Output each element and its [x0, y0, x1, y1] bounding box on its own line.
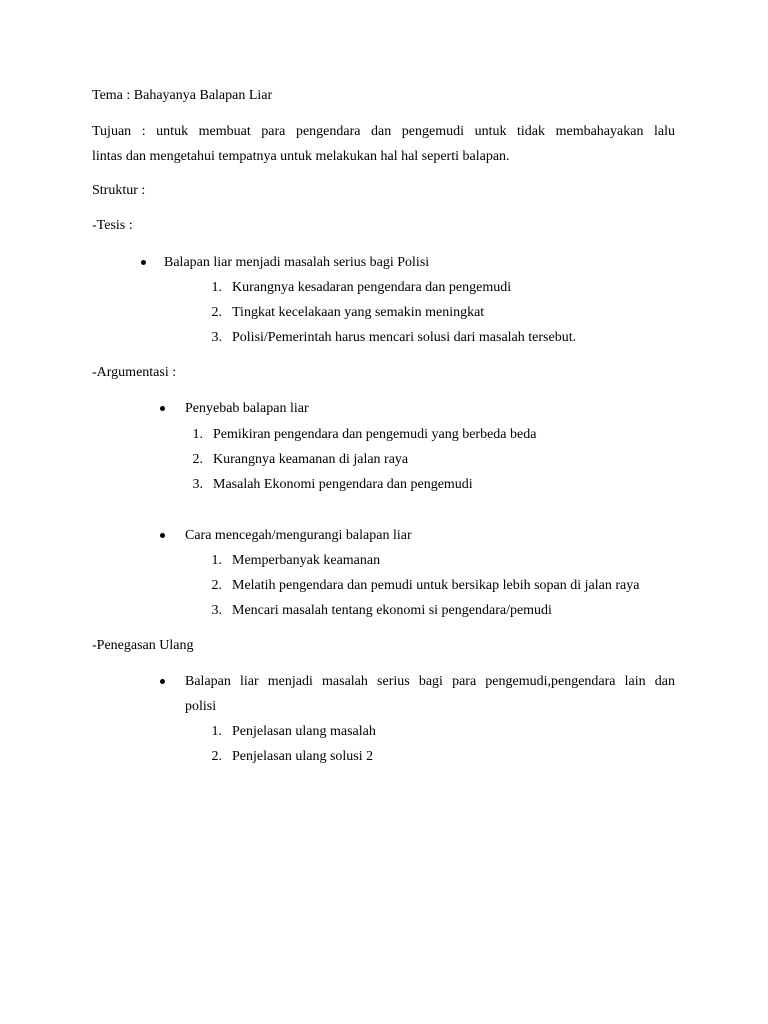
argumentation-bullet-causes: Penyebab balapan liar	[185, 401, 309, 416]
cause-item: Pemikiran pengendara dan pengemudi yang berbeda beda	[213, 427, 537, 442]
restatement-bullet-line-2: polisi	[185, 699, 217, 714]
thesis-heading: -Tesis :	[92, 218, 133, 233]
document-theme: Tema : Bahayanya Balapan Liar	[92, 88, 273, 103]
restatement-item-number: 2.	[211, 749, 222, 764]
cause-item: Kurangnya keamanan di jalan raya	[213, 452, 409, 467]
argumentation-bullet-prevention: Cara mencegah/mengurangi balapan liar	[185, 528, 412, 543]
cause-item: Masalah Ekonomi pengendara dan pengemudi	[213, 477, 473, 492]
prevention-item: Memperbanyak keamanan	[232, 553, 381, 568]
prevention-item: Melatih pengendara dan pemudi untuk bersikap lebih sopan di jalan raya	[232, 578, 640, 593]
thesis-item-number: 2.	[211, 305, 222, 320]
purpose-line-1: Tujuan : untuk membuat para pengendara dan pengemudi untuk tidak membahayakan lalu	[92, 124, 675, 139]
cause-item-number: 1.	[192, 427, 203, 442]
thesis-item-number: 3.	[211, 330, 222, 345]
prevention-item-number: 2.	[211, 578, 222, 593]
thesis-bullet: Balapan liar menjadi masalah serius bagi Polisi	[164, 255, 430, 270]
prevention-item: Mencari masalah tentang ekonomi si pengendara/pemudi	[232, 603, 552, 618]
thesis-item: Polisi/Pemerintah harus mencari solusi dari masalah tersebut.	[232, 330, 577, 345]
prevention-item-number: 1.	[211, 553, 222, 568]
bullet-icon	[160, 533, 165, 538]
prevention-item-number: 3.	[211, 603, 222, 618]
restatement-heading: -Penegasan Ulang	[92, 638, 194, 653]
restatement-item: Penjelasan ulang solusi 2	[232, 749, 374, 764]
bullet-icon	[141, 260, 146, 265]
structure-label: Struktur :	[92, 183, 146, 198]
thesis-item: Tingkat kecelakaan yang semakin meningkat	[232, 305, 485, 320]
cause-item-number: 3.	[192, 477, 203, 492]
thesis-item: Kurangnya kesadaran pengendara dan pengemudi	[232, 280, 512, 295]
cause-item-number: 2.	[192, 452, 203, 467]
restatement-item-number: 1.	[211, 724, 222, 739]
purpose-line-2: lintas dan mengetahui tempatnya untuk melakukan hal hal seperti balapan.	[92, 149, 510, 164]
argumentation-heading: -Argumentasi :	[92, 365, 177, 380]
restatement-bullet-line-1: Balapan liar menjadi masalah serius bagi para pengemudi,pengendara lain dan	[185, 674, 675, 689]
restatement-item: Penjelasan ulang masalah	[232, 724, 376, 739]
bullet-icon	[160, 679, 165, 684]
thesis-item-number: 1.	[211, 280, 222, 295]
bullet-icon	[160, 406, 165, 411]
